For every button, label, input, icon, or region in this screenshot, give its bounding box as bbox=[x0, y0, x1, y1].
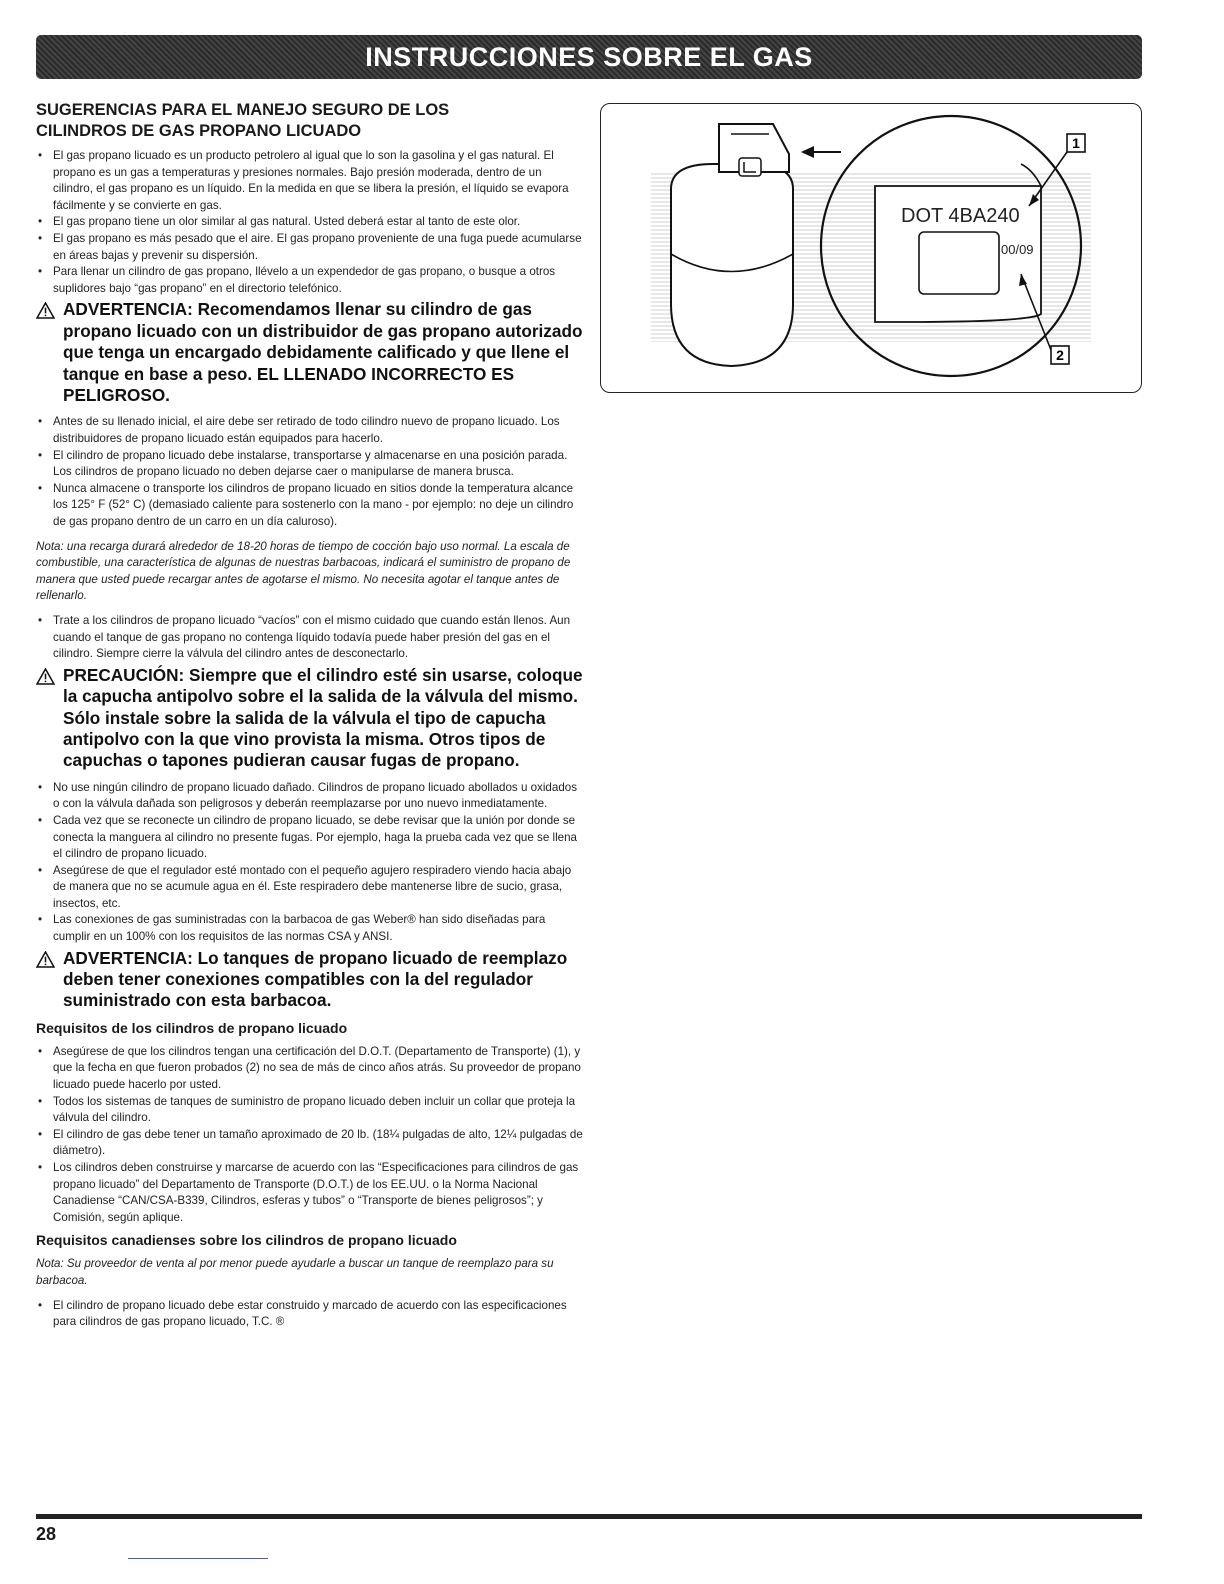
list-item: • El gas propano tiene un olor similar al gas natural. Usted deberá estar al tanto de este olor. bbox=[36, 214, 584, 231]
list-item: • El gas propano licuado es un producto petrolero al igual que lo son la gasolina y el gas natural. El propano es un gas a temperaturas y presiones normales. Bajo presión moderada, dentro de un cilindro, el gas propano es un líquido. En la medida en que se libera la presión, el líquido se evapora fácilmente y se convierte en gas. bbox=[36, 148, 584, 214]
warning-text-1: ADVERTENCIA: Recomendamos llenar su cilindro de gas propano licuado con un distribuidor de gas propano autorizado que tenga un encargado debidamente calificado y que llene el tanque en base a peso. EL LLENADO INCORRECTO ES PELIGROSO. bbox=[63, 299, 583, 405]
warning-block-2 bbox=[36, 948, 584, 1012]
list-item: • Los cilindros deben construirse y marcarse de acuerdo con las “Especificaciones para cilindros de gas propano licuado” del Departamento de Transporte (D.O.T.) de los EE.UU. o la Norma Nacional Canadiense “CAN/CSA-B339, Cilindros, esferas y tubos” o “Transporte de bienes peligrosos”; y Comisión, según aplique. bbox=[36, 1160, 584, 1226]
bullet-list-3 bbox=[36, 613, 584, 663]
list-item: • Cada vez que se reconecte un cilindro de propano licuado, se debe revisar que la unión por donde se conecta la manguera al cilindro no presente fugas. Por ejemplo, haga la prueba cada vez que se llena el cilindro de propano licuado. bbox=[36, 813, 584, 863]
section-title-line2: CILINDROS DE GAS PROPANO LICUADO bbox=[36, 122, 362, 140]
cylinder-figure bbox=[600, 103, 1142, 393]
subsection-title-cylinder-requirements: Requisitos de los cilindros de propano licuado bbox=[36, 1019, 348, 1036]
bullet-list-1 bbox=[36, 148, 584, 297]
list-item: • Todos los sistemas de tanques de suministro de propano licuado deben incluir un collar que proteja la válvula del cilindro. bbox=[36, 1094, 584, 1127]
bullet-list-2 bbox=[36, 414, 584, 530]
bullet-list-4 bbox=[36, 780, 584, 946]
pointer-arrowhead bbox=[801, 146, 814, 158]
list-item: • El cilindro de propano licuado debe instalarse, transportarse y almacenarse en una posición parada. Los cilindros de propano licuado no deben dejarse caer o manipularse de manera brusca. bbox=[36, 448, 584, 481]
warning-text-2: ADVERTENCIA: Lo tanques de propano licuado de reemplazo deben tener conexiones compatibles con la del regulador suministrado con esta barbacoa. bbox=[63, 947, 568, 1011]
list-item: • Para llenar un cilindro de gas propano, llévelo a un expendedor de gas propano, o busque a otros suplidores bajo “gas propano” en el directorio telefónico. bbox=[36, 264, 584, 297]
list-item: • Trate a los cilindros de propano licuado “vacíos” con el mismo cuidado que cuando están llenos. Aun cuando el tanque de gas propano no contenga líquido todavía puede haber presión del gas en el cilindro. Siempre cierre la válvula del cilindro antes de desconectarlo. bbox=[36, 613, 584, 663]
propane-cylinder-illustration bbox=[601, 104, 1141, 392]
list-item: • El cilindro de gas debe tener un tamaño aproximado de 20 lb. (18¼ pulgadas de alto, 12¼ pulgadas de diámetro). bbox=[36, 1127, 584, 1160]
subsection-title-canadian-requirements: Requisitos canadienses sobre los cilindros de propano licuado bbox=[36, 1232, 457, 1249]
footer-divider bbox=[36, 1514, 1142, 1519]
bullet-list-6 bbox=[36, 1298, 584, 1331]
list-item: • Asegúrese de que los cilindros tengan una certificación del D.O.T. (Departamento de Transporte) (1), y que la fecha en que fueron probados (2) no sea de más de cinco años atrás. Su proveedor de propano licuado puede hacerlo por usted. bbox=[36, 1044, 584, 1094]
list-item: • El gas propano es más pesado que el aire. El gas propano proveniente de una fuga puede acumularse en áreas bajas y prevenir su dispersión. bbox=[36, 231, 584, 264]
warning-triangle-icon bbox=[36, 668, 55, 685]
section-banner bbox=[36, 35, 1142, 79]
list-item: • Antes de su llenado inicial, el aire debe ser retirado de todo cilindro nuevo de propano licuado. Los distribuidores de propano licuado están equipados para hacerlo. bbox=[36, 414, 584, 447]
warning-triangle-icon bbox=[36, 302, 55, 319]
callout-1-number: 1 bbox=[1072, 135, 1080, 151]
date-label: 00/09 bbox=[1001, 242, 1034, 257]
list-item: • No use ningún cilindro de propano licuado dañado. Cilindros de propano licuado abollados u oxidados o con la válvula dañada son peligrosos y deberán reemplazarse por uno nuevo inmediatamente. bbox=[36, 780, 584, 813]
section-title-line1: SUGERENCIAS PARA EL MANEJO SEGURO DE LOS bbox=[36, 101, 450, 119]
page-number: 28 bbox=[36, 1524, 57, 1544]
page-title: INSTRUCCIONES SOBRE EL GAS bbox=[365, 41, 813, 72]
dot-label: DOT 4BA240 bbox=[901, 205, 1020, 227]
caution-text: PRECAUCIÓN: Siempre que el cilindro esté sin usarse, coloque la capucha antipolvo sobre el la salida de la válvula del mismo. Sólo instale sobre la salida de la válvula el tipo de capucha antipolvo con la que vino provista la misma. Otros tipos de capuchas o tapones pudieran causar fugas de propano. bbox=[63, 664, 583, 771]
main-column bbox=[36, 100, 584, 1331]
warning-triangle-icon bbox=[36, 951, 55, 968]
caution-block bbox=[36, 665, 584, 772]
bullet-list-5 bbox=[36, 1044, 584, 1227]
footer-underline bbox=[128, 1558, 268, 1559]
section-title bbox=[36, 100, 584, 142]
list-item: • Asegúrese de que el regulador esté montado con el pequeño agujero respiradero viendo hacia abajo de manera que no se acumule agua en él. Este respiradero debe mantenerse libre de sucio, grasa, insectos, etc. bbox=[36, 863, 584, 913]
list-item: • Las conexiones de gas suministradas con la barbacoa de gas Weber® han sido diseñadas para cumplir en un 100% con los requisitos de las normas CSA y ANSI. bbox=[36, 912, 584, 945]
note-retailer: Nota: Su proveedor de venta al por menor puede ayudarle a buscar un tanque de reemplazo para su barbacoa. bbox=[36, 1257, 554, 1287]
list-item: • El cilindro de propano licuado debe estar construido y marcado de acuerdo con las especificaciones para cilindros de gas propano licuado, T.C. ® bbox=[36, 1298, 584, 1331]
propane-tank-icon bbox=[671, 124, 793, 366]
callout-2-number: 2 bbox=[1056, 347, 1064, 363]
note-refill: Nota: una recarga durará alrededor de 18-20 horas de tiempo de cocción bajo uso normal. La escala de combustible, una característica de algunas de nuestras barbacoas, indicará el suministro de propano de manera que usted puede recargar antes de agotarse el mismo. No necesita agotar el tanque antes de rellenarlo. bbox=[36, 539, 571, 603]
warning-block-1 bbox=[36, 299, 584, 406]
list-item: • Nunca almacene o transporte los cilindros de propano licuado en sitios donde la temperatura alcance los 125° F (52° C) (demasiado caliente para sostenerlo con la mano - por ejemplo: no deje un cilindro de gas propano dentro de un carro en un día caluroso). bbox=[36, 481, 584, 531]
